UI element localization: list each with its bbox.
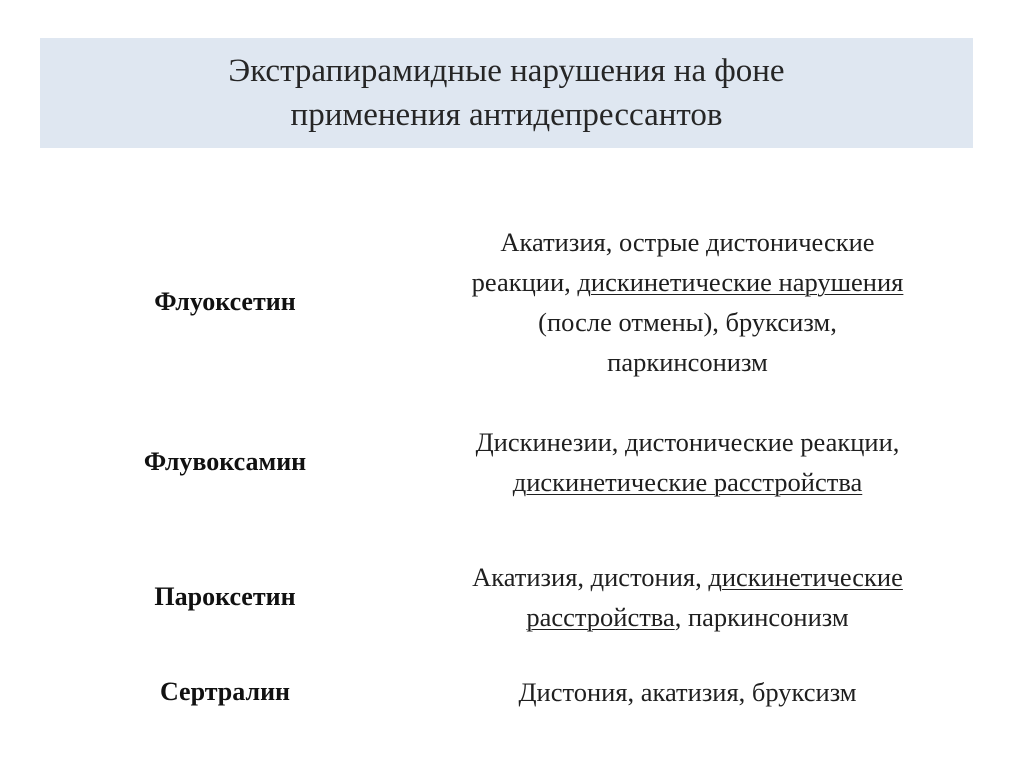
effects-text-underlined: дискинетические (708, 562, 903, 592)
table-row-paroxetine (40, 557, 980, 637)
effects-text-underlined: дискинетические расстройства (512, 467, 863, 497)
effects-line: Акатизия, острые дистонические (500, 227, 875, 257)
drug-name: Сертралин (159, 677, 291, 706)
effects-line: паркинсонизм (607, 347, 768, 377)
effects-line: Дискинезии, дистонические реакции, (475, 427, 900, 457)
effects-text: , паркинсонизм (674, 602, 849, 632)
table-row-fluvoxamine (40, 422, 980, 502)
effects-text-underlined: дискинетические нарушения (577, 267, 904, 297)
drug-name: Флуоксетин (154, 287, 296, 316)
page-title-line-1: Экстрапирамидные нарушения на фоне (228, 53, 785, 89)
drug-name: Флувоксамин (143, 447, 307, 476)
drug-effects (405, 422, 970, 502)
drug-name: Пароксетин (154, 582, 296, 611)
page-title-line-2: применения антидепрессантов (290, 97, 723, 133)
effects-text: Акатизия, дистония, (472, 562, 709, 592)
effects-line: (после отмены), бруксизм, (538, 307, 837, 337)
effects-line (405, 597, 970, 637)
effects-text-underlined: расстройства (526, 602, 675, 632)
effects-line (405, 557, 970, 597)
drug-effects (405, 672, 970, 712)
table-row-sertraline (40, 672, 980, 712)
effects-text: реакции, (471, 267, 578, 297)
title-banner (40, 38, 973, 148)
drug-effects (405, 222, 970, 382)
table-row-fluoxetine (40, 222, 980, 382)
drug-effects (405, 557, 970, 637)
effects-line: Дистония, акатизия, бруксизм (518, 677, 857, 707)
effects-line (405, 262, 970, 302)
